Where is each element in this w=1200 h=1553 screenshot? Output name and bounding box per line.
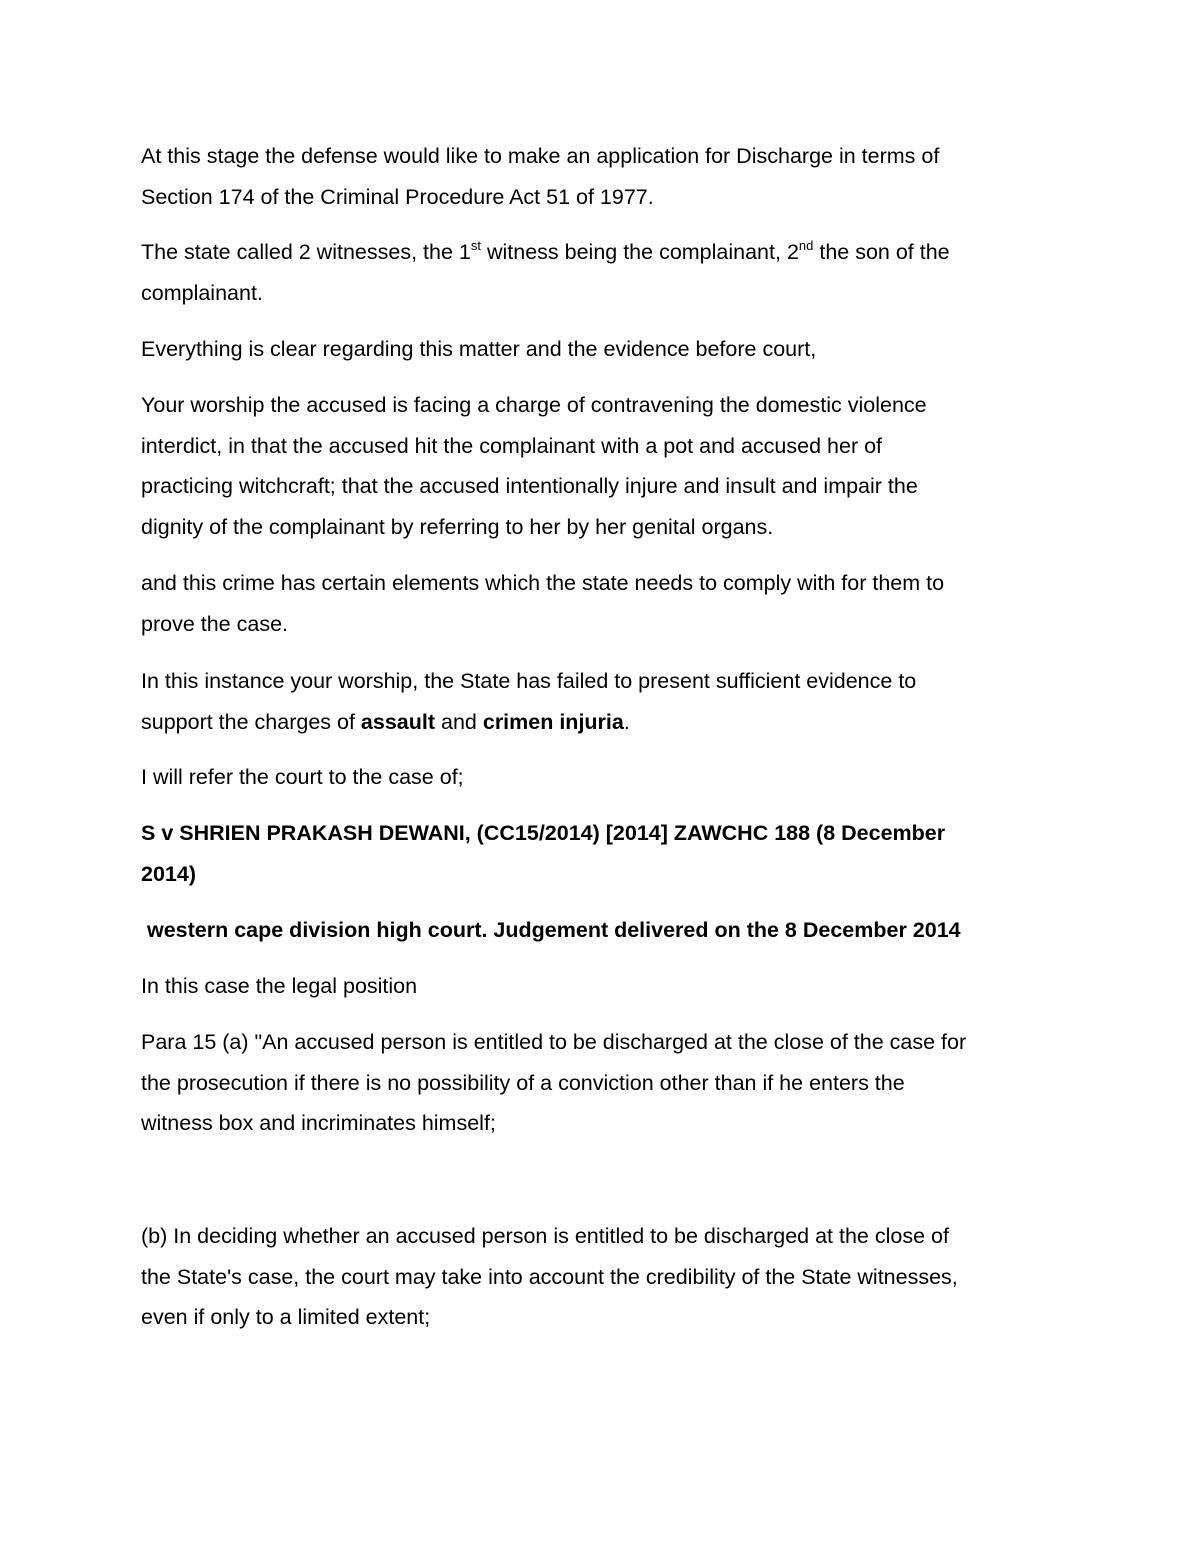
text-fragment: The state called 2 witnesses, the 1 xyxy=(141,240,471,264)
paragraph-charge-description xyxy=(141,385,1071,547)
text-line: (b) In deciding whether an accused person is entitled to be discharged at the close of xyxy=(141,1224,949,1248)
text-fragment: the son of the xyxy=(813,240,950,264)
text-line: Section 174 of the Criminal Procedure Act 51 of 1977. xyxy=(141,184,654,209)
paragraph-witnesses xyxy=(141,232,1071,313)
text-line: In this case the legal position xyxy=(141,974,418,998)
text-line: At this stage the defense would like to make an application for Discharge in terms of xyxy=(141,144,940,168)
text-fragment: and xyxy=(435,709,483,734)
text-line: Your worship the accused is facing a charge of contravening the domestic violence xyxy=(141,393,927,417)
text-line: witness box and incriminates himself; xyxy=(141,1111,496,1135)
text-fragment: support the charges of xyxy=(141,709,361,734)
paragraph-legal-position xyxy=(141,966,1071,1007)
text-line: 2014) xyxy=(141,861,196,886)
text-line: In this instance your worship, the State has failed to present sufficient evidence to xyxy=(141,669,917,693)
text-line: practicing witchcraft; that the accused intentionally injure and insult and impair the xyxy=(141,474,918,498)
court-judgement-line xyxy=(141,910,1071,951)
text-fragment: witness being the complainant, 2 xyxy=(480,240,799,264)
ordinal-suffix: nd xyxy=(798,237,814,253)
paragraph-para-15a xyxy=(141,1022,1071,1144)
text-line: the State's case, the court may take into account the credibility of the State witnesses, xyxy=(141,1264,958,1289)
text-line: and this crime has certain elements which the state needs to comply with for them to xyxy=(141,571,945,595)
text-line: prove the case. xyxy=(141,611,289,636)
paragraph-case-reference-intro xyxy=(141,757,1071,798)
text-line: interdict, in that the accused hit the complainant with a pot and accused her of xyxy=(141,433,883,458)
case-citation xyxy=(141,813,1071,894)
text-line: the prosecution if there is no possibility of a conviction other than if he enters the xyxy=(141,1070,905,1095)
ordinal-suffix: st xyxy=(470,237,481,253)
paragraph-para-15b xyxy=(141,1216,1071,1338)
text-fragment: . xyxy=(623,709,630,734)
charge-assault: assault xyxy=(360,709,436,734)
paragraph-insufficient-evidence xyxy=(141,661,1071,742)
text-line: even if only to a limited extent; xyxy=(141,1305,431,1329)
text-line: Everything is clear regarding this matter and the evidence before court, xyxy=(141,337,817,361)
paragraph-crime-elements xyxy=(141,563,1071,644)
text-line: dignity of the complainant by referring to her by her genital organs. xyxy=(141,514,774,539)
charge-crimen-injuria: crimen injuria xyxy=(482,709,624,734)
text-line: western cape division high court. Judgement delivered on the 8 December 2014 xyxy=(141,918,961,942)
text-line: Para 15 (a) "An accused person is entitled to be discharged at the close of the case for xyxy=(141,1030,967,1054)
text-line: complainant. xyxy=(141,280,263,305)
text-line: I will refer the court to the case of; xyxy=(141,765,464,789)
text-line xyxy=(141,232,1071,273)
text-line: S v SHRIEN PRAKASH DEWANI, (CC15/2014) [2014] ZAWCHC 188 (8 December xyxy=(141,821,946,845)
paragraph-discharge-application xyxy=(141,136,1071,217)
text-line xyxy=(141,702,1071,743)
paragraph-evidence-clear xyxy=(141,329,1071,370)
